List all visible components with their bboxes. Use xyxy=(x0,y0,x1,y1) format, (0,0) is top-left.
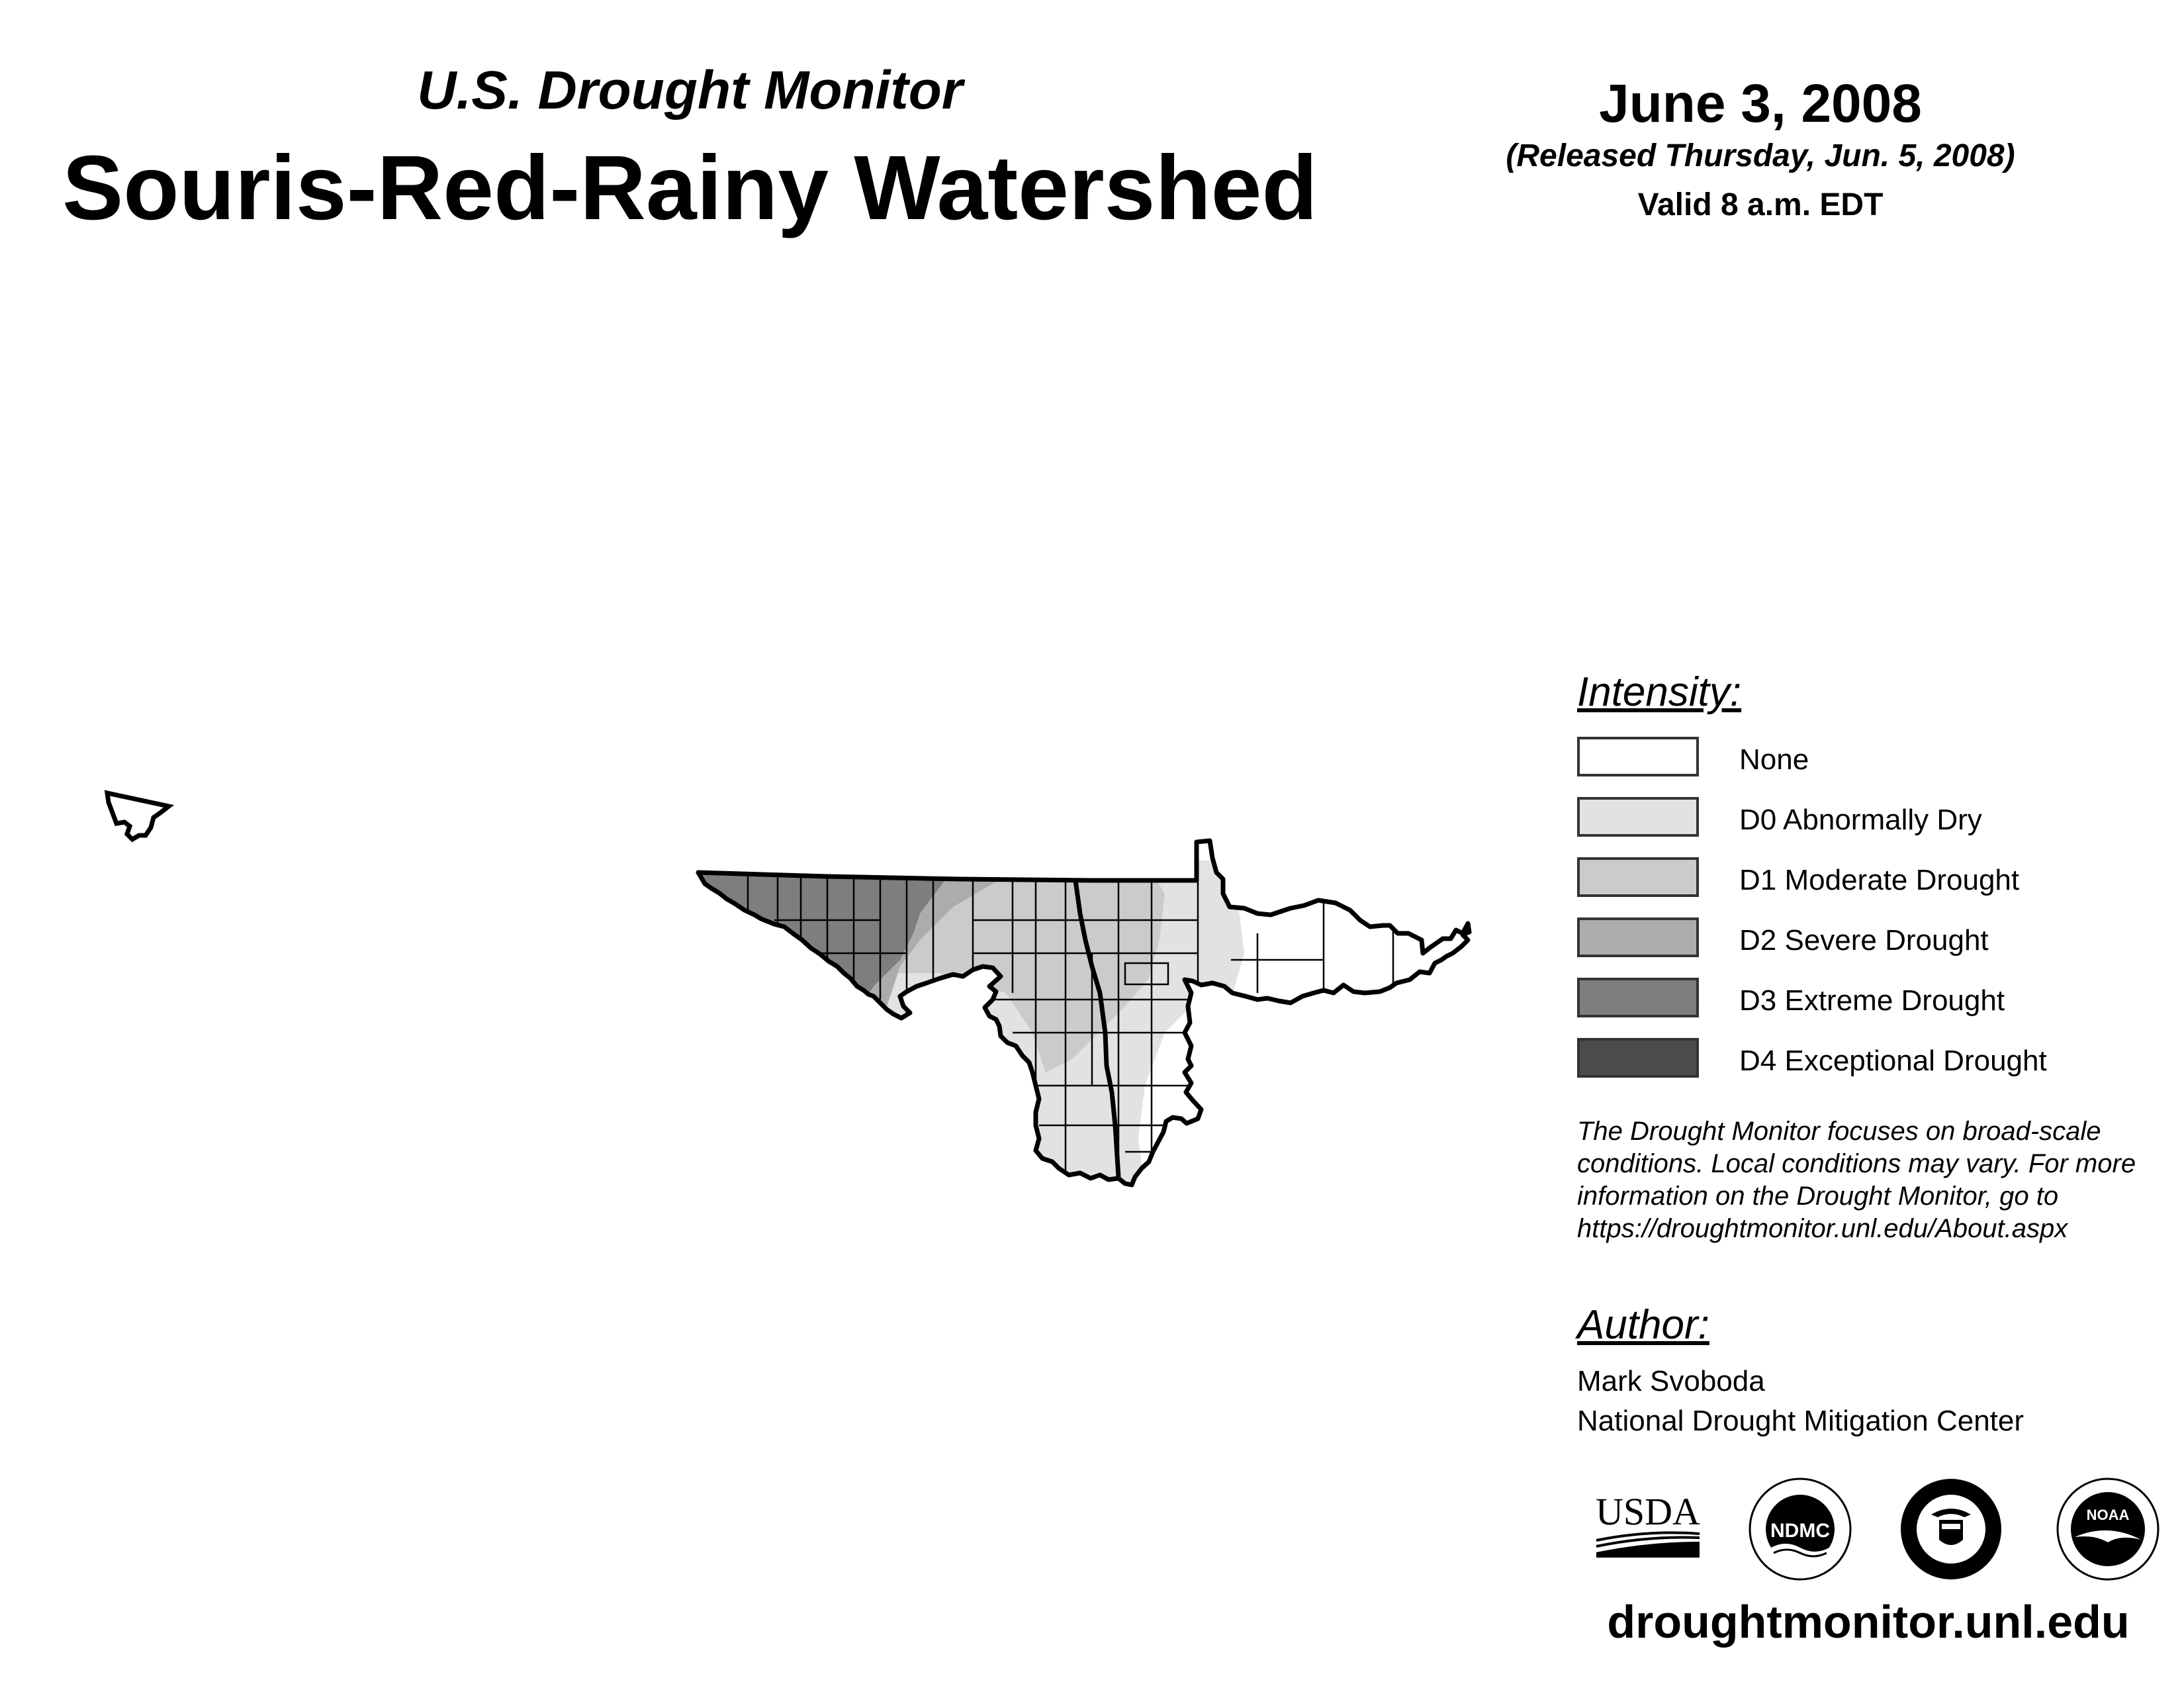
release-date: (Released Thursday, Jun. 5, 2008) xyxy=(1506,138,2015,173)
author-organization: National Drought Mitigation Center xyxy=(1577,1405,2025,1437)
map-date: June 3, 2008 xyxy=(1599,73,1922,134)
author-name: Mark Svoboda xyxy=(1577,1365,1765,1397)
ndmc-logo-text: NDMC xyxy=(1770,1520,1830,1542)
noaa-logo-graphic xyxy=(2055,1476,2161,1582)
detached-region-outline xyxy=(107,793,169,839)
map-title: Souris-Red-Rainy Watershed xyxy=(62,137,1318,239)
legend-label: D3 Extreme Drought xyxy=(1739,984,2005,1017)
usda-logo xyxy=(1595,1486,1701,1566)
usda-logo-text: USDA xyxy=(1596,1490,1700,1533)
legend-swatch xyxy=(1577,737,1699,776)
legend-swatch xyxy=(1577,978,1699,1017)
legend-label: D4 Exceptional Drought xyxy=(1739,1045,2047,1077)
legend-swatch xyxy=(1577,857,1699,897)
legend-label: D0 Abnormally Dry xyxy=(1739,804,1982,836)
legend-swatch xyxy=(1577,1038,1699,1078)
commerce-seal xyxy=(1898,1476,2004,1585)
disclaimer-text: The Drought Monitor focuses on broad-scale conditions. Local conditions may vary. For more information on the Drought Monitor, go to https://droughtmonitor.unl.edu/About.aspx xyxy=(1577,1117,2136,1243)
legend-swatch xyxy=(1577,917,1699,957)
noaa-logo-text: NOAA xyxy=(2086,1507,2130,1523)
noaa-logo xyxy=(2055,1476,2161,1585)
ndmc-logo-graphic xyxy=(1747,1476,1853,1582)
legend-label: D2 Severe Drought xyxy=(1739,924,1989,957)
legend-heading: Intensity: xyxy=(1577,669,1742,715)
commerce-seal-graphic xyxy=(1898,1476,2004,1582)
usda-logo-graphic xyxy=(1595,1486,1701,1562)
legend-label: D1 Moderate Drought xyxy=(1739,864,2020,896)
website-url[interactable]: droughtmonitor.unl.edu xyxy=(1607,1596,2130,1648)
ndmc-logo xyxy=(1747,1476,1853,1585)
map-subtitle: U.S. Drought Monitor xyxy=(417,60,963,120)
valid-time: Valid 8 a.m. EDT xyxy=(1637,187,1884,222)
author-heading: Author: xyxy=(1577,1302,1709,1348)
legend-swatch xyxy=(1577,797,1699,837)
legend-label: None xyxy=(1739,743,1809,776)
